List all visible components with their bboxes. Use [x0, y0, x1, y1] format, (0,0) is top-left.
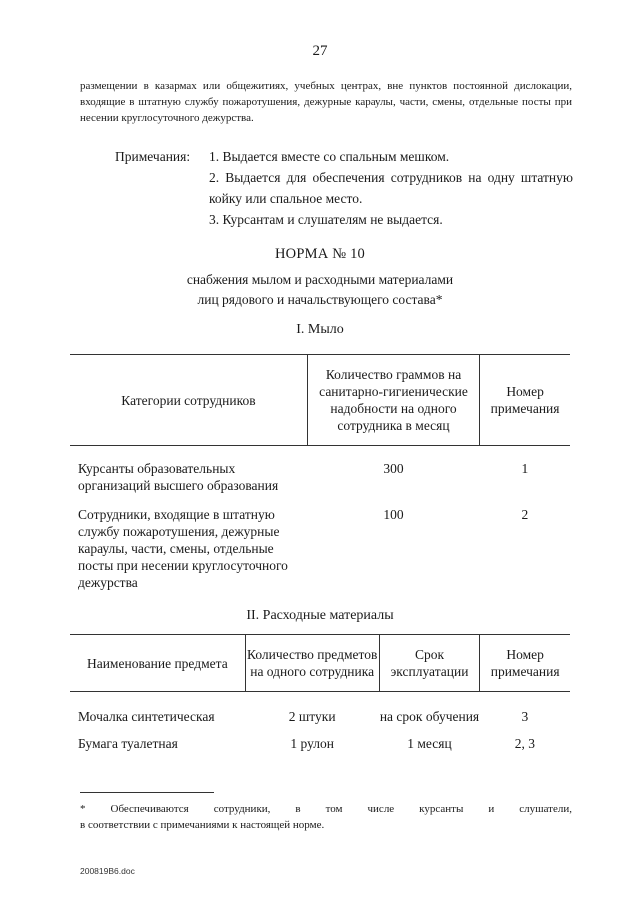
term-cell: 1 месяц — [407, 736, 452, 751]
note-item: 1. Выдается вместе со спальным мешком. — [209, 149, 450, 164]
norm-subtitle-line: снабжения мылом и расходными материалами — [186, 272, 454, 287]
column-header: Количество граммов на санитарно-гигиенические надобности на одного сотрудника в месяц — [307, 355, 479, 446]
table-row — [70, 494, 570, 591]
quantity-cell: 2 штуки — [288, 709, 336, 724]
table-header-row — [70, 635, 570, 692]
term-cell: на срок обучения — [379, 709, 480, 724]
column-header: Количество предметов на одного сотрудника — [245, 635, 379, 692]
column-header: Наименование предмета — [70, 635, 245, 692]
note-item: 2. Выдается для обеспечения сотрудников на одну штатную койку или спальное место. — [209, 170, 573, 206]
section-title-consumables: II. Расходные материалы — [246, 608, 394, 623]
note-number-cell: 1 — [521, 461, 529, 476]
column-header: Номер примечания — [480, 355, 570, 446]
intro-paragraph: размещении в казармах или общежитиях, учебных центрах, вне пунктов постоянной дислокации, входящие в штатную службу пожаротушения, дежурные караулы, части, смены, отдельные посты при несении круглосуточного дежурства. — [80, 80, 572, 124]
table-row — [70, 692, 570, 726]
note-number-cell: 2, 3 — [514, 736, 536, 751]
notes-block — [115, 146, 573, 230]
column-header: Номер примечания — [480, 635, 570, 692]
page-number: 27 — [312, 43, 328, 59]
table-row — [70, 725, 570, 752]
table-header-row — [70, 355, 570, 446]
footnote-divider — [80, 792, 214, 793]
column-header: Срок эксплуатации — [379, 635, 480, 692]
consumables-table — [70, 634, 570, 752]
column-header: Категории сотрудников — [70, 355, 307, 446]
norm-subtitle — [0, 270, 640, 310]
amount-cell: 100 — [383, 507, 404, 522]
note-number-cell: 2 — [521, 507, 529, 522]
note-item: 3. Курсантам и слушателям не выдается. — [209, 212, 443, 227]
footnote-line: * Обеспечиваются сотрудники, в том числе курсанты и слушатели, — [80, 803, 572, 815]
norm-title: НОРМА № 10 — [275, 246, 365, 262]
notes-label: Примечания: — [115, 149, 191, 164]
quantity-cell: 1 рулон — [290, 736, 334, 751]
document-reference: 200819В6.doc — [80, 866, 135, 876]
category-cell: Курсанты образовательных организаций высшего образования — [78, 461, 279, 493]
section-title-soap: I. Мыло — [296, 322, 344, 337]
item-cell: Бумага туалетная — [78, 736, 178, 751]
norm-subtitle-line: лиц рядового и начальствующего состава* — [197, 292, 443, 307]
item-cell: Мочалка синтетическая — [78, 709, 215, 724]
footnote-line: в соответствии с примечаниями к настоящей норме. — [80, 819, 325, 831]
amount-cell: 300 — [383, 461, 404, 476]
table-row — [70, 446, 570, 495]
category-cell: Сотрудники, входящие в штатную службу пожаротушения, дежурные караулы, части, смены, отдельные посты при несении круглосуточного дежурства — [78, 507, 288, 590]
soap-table — [70, 354, 570, 591]
note-number-cell: 3 — [521, 709, 529, 724]
footnote — [80, 801, 572, 833]
